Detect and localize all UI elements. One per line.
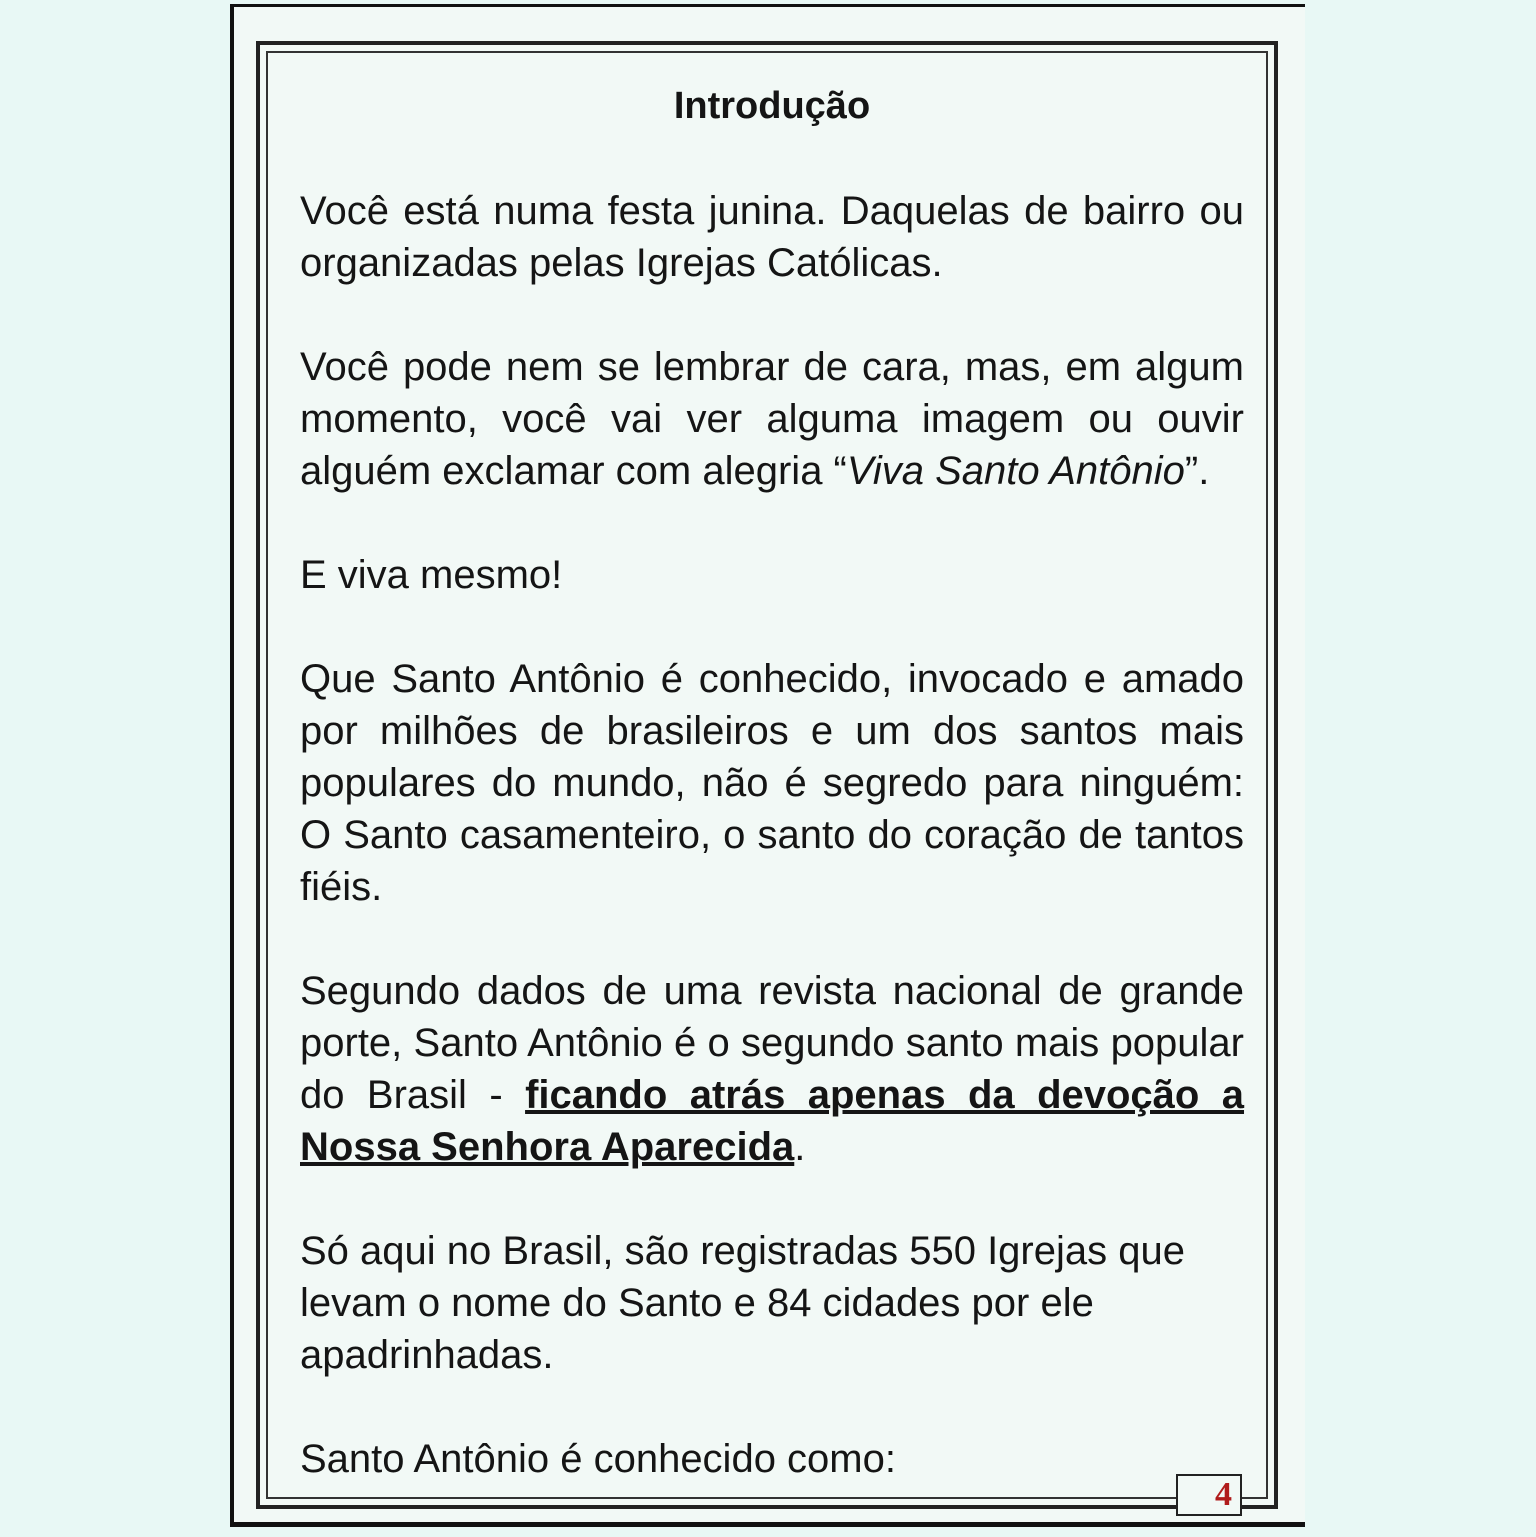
paragraph-5-end: . [794,1125,806,1169]
page-number: 4 [1176,1474,1242,1516]
paragraph-2-text: Você pode nem se lembrar de cara, mas, em algum momento, você vai ver alguma imagem ou ouvir alguém exclamar com alegria “ [300,345,1244,493]
paragraph-2 [300,341,1244,497]
paragraph-7-text: Santo Antônio é conhecido como: [300,1437,896,1481]
paragraph-3 [300,549,1244,601]
paragraph-5-emphasis: ficando atrás apenas da devoção a Nossa Senhora Aparecida [300,1073,1245,1169]
paragraph-6-text: Só aqui no Brasil, são registradas 550 Igrejas que levam o nome do Santo e 84 cidades por ele apadrinhadas. [300,1229,1185,1377]
paragraph-5-text: Segundo dados de uma revista nacional de grande porte, Santo Antônio é o segundo santo mais popular do Brasil - [300,969,1244,1117]
paragraph-2-end: ”. [1184,449,1210,493]
paragraph-2-quote: Viva Santo Antônio [846,449,1185,493]
paragraph-4-text: Que Santo Antônio é conhecido, invocado e amado por milhões de brasileiros e um dos santos mais populares do mundo, não é segredo para ninguém: O Santo casamenteiro, o santo do coração de tantos fiéis. [300,657,1244,909]
page-title: Introdução [673,85,871,127]
paragraph-5 [300,965,1244,1173]
paragraph-3-text: E viva mesmo! [300,553,563,597]
paragraph-1 [300,185,1244,289]
paragraph-1-text: Você está numa festa junina. Daquelas de bairro ou organizadas pelas Igrejas Católicas. [300,189,1244,285]
paragraph-4 [300,653,1244,913]
document-page [230,4,1305,1527]
page-content [300,81,1244,1537]
paragraph-7 [300,1433,1244,1485]
paragraph-6 [300,1225,1244,1381]
